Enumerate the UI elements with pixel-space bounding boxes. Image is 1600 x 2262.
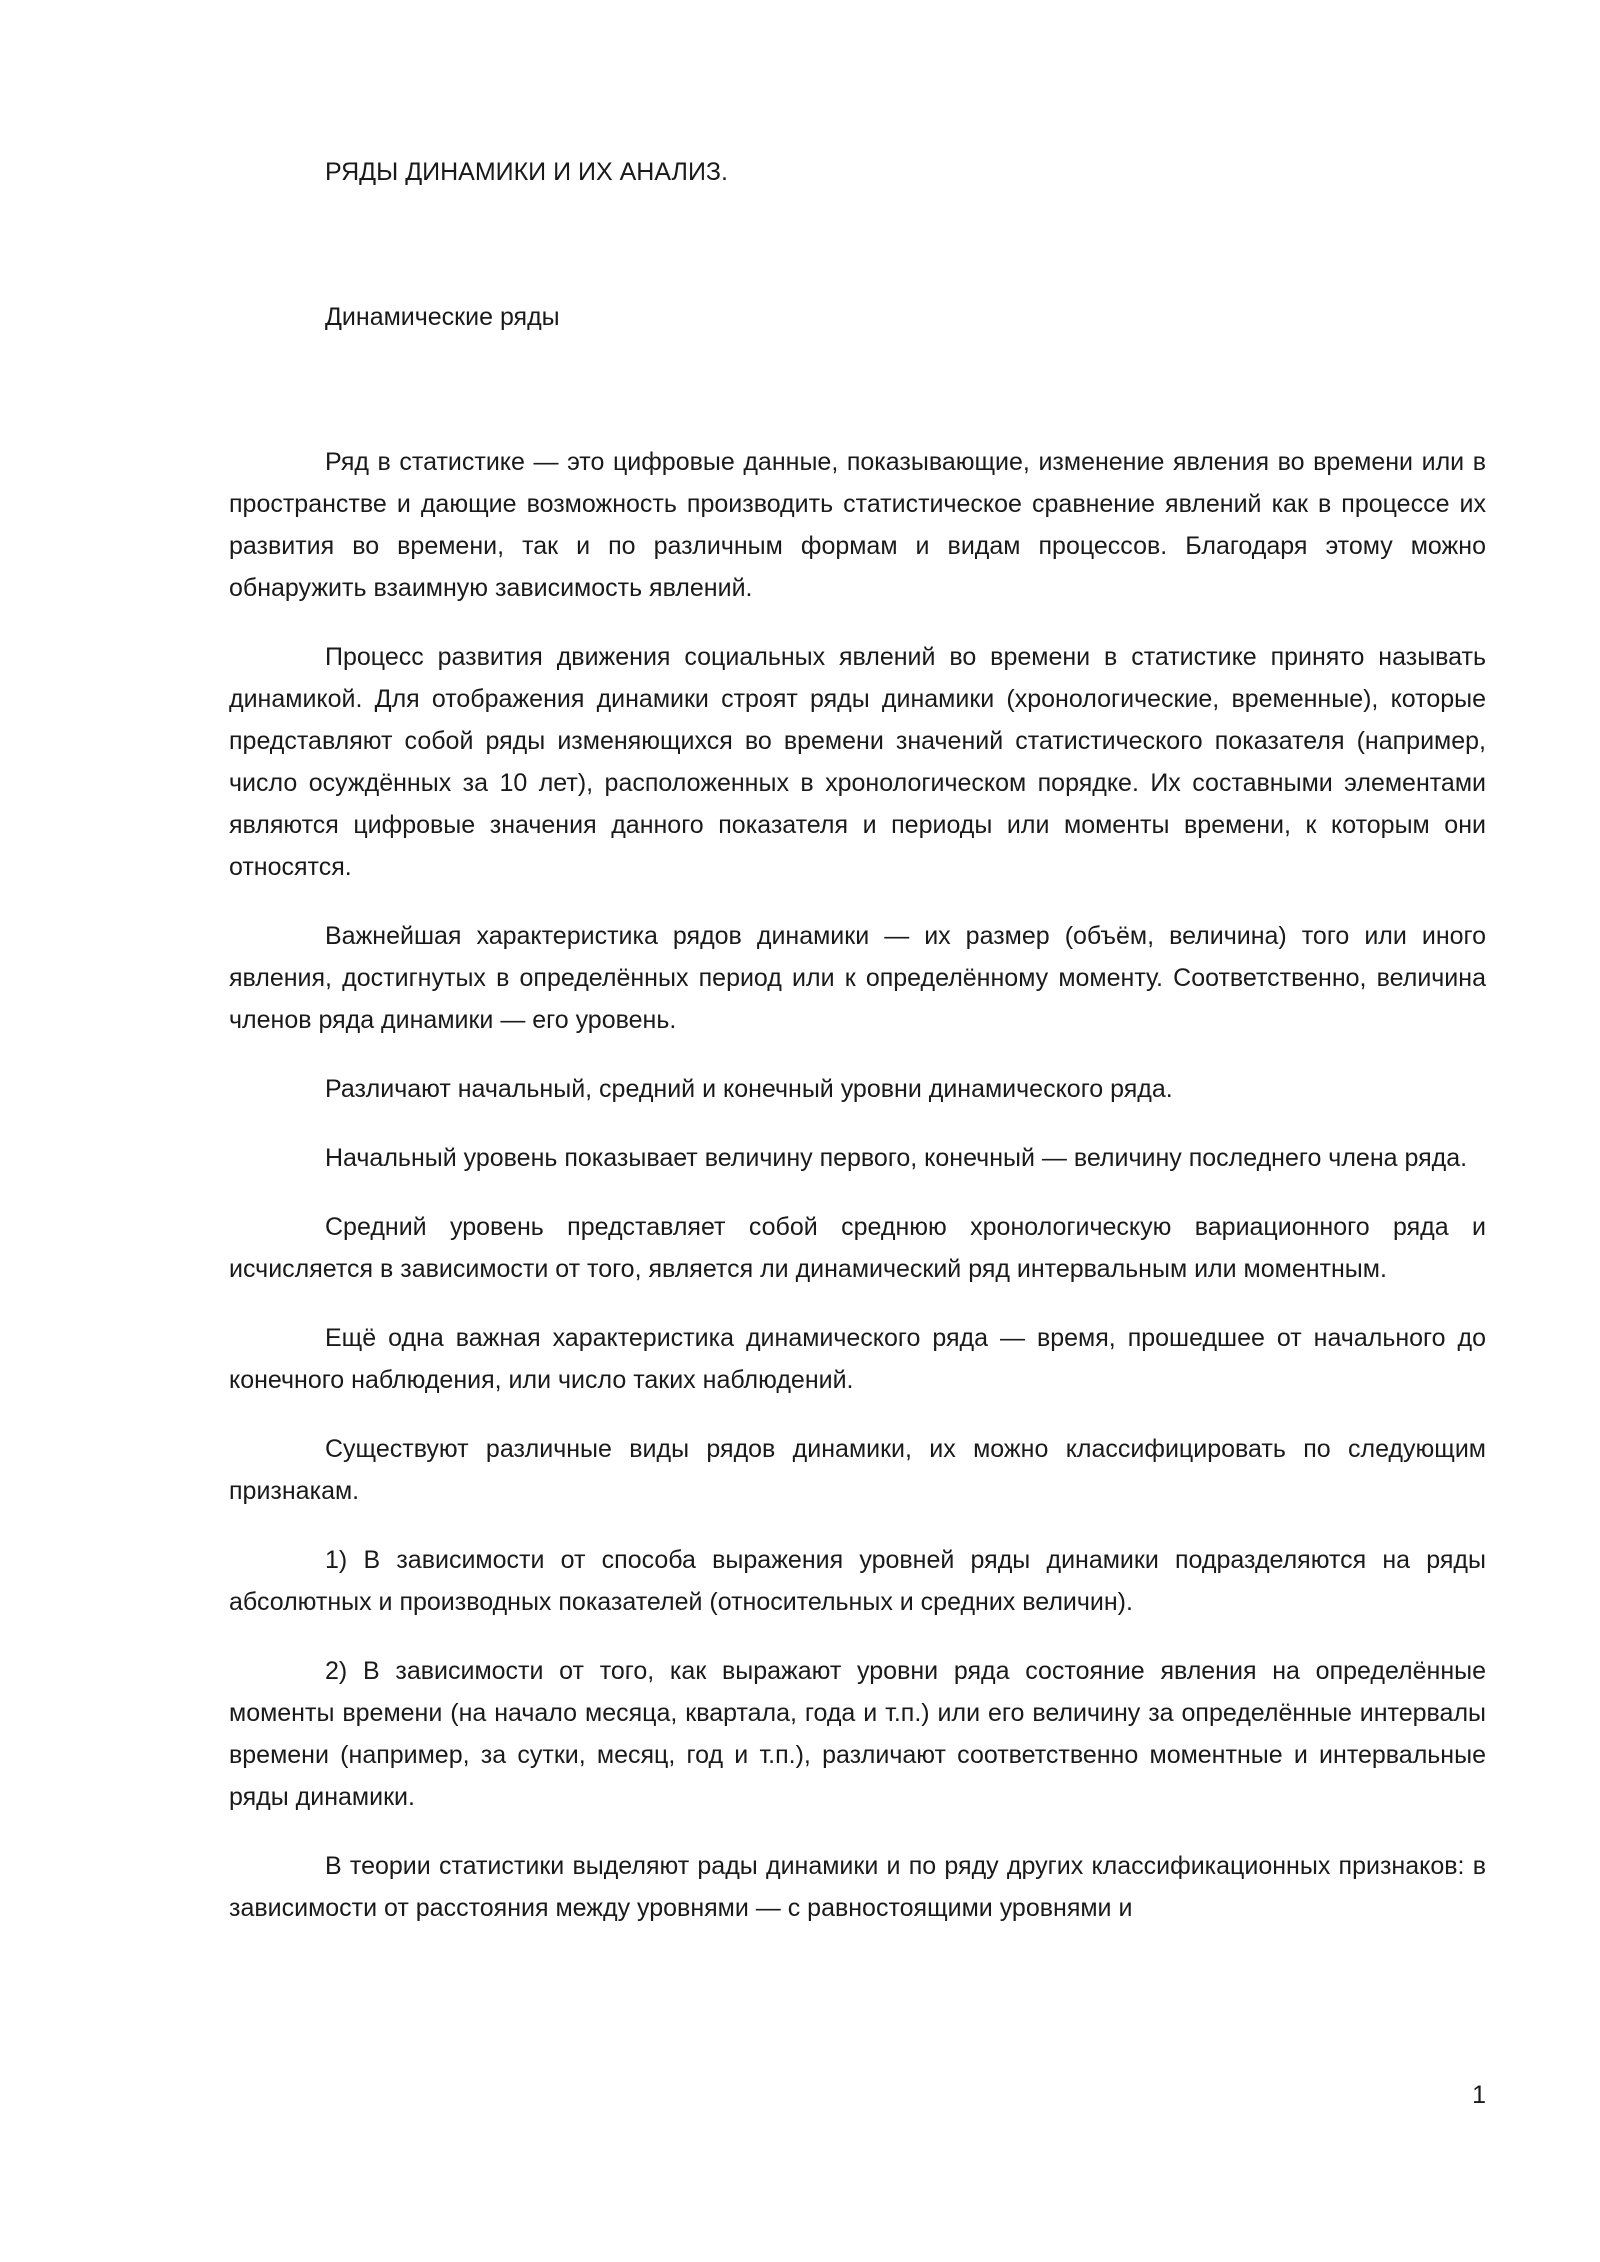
section-subtitle: Динамические ряды	[325, 303, 560, 331]
paragraph: 2) В зависимости от того, как выражают уровни ряда состояние явления на определённые моменты времени (на начало месяца, квартала, года и т.п.) или его величину за определённые интервалы времени (например, за сутки, месяц, год и т.п.), различают соответственно моментные и интервальные ряды динамики.	[229, 1657, 1486, 1811]
document-title: РЯДЫ ДИНАМИКИ И ИХ АНАЛИЗ.	[325, 158, 728, 186]
paragraph: 1) В зависимости от способа выражения уровней ряды динамики подразделяются на ряды абсолютных и производных показателей (относительных и средних величин).	[229, 1546, 1486, 1616]
paragraph: Различают начальный, средний и конечный уровни динамического ряда.	[325, 1075, 1173, 1103]
paragraph: Ещё одна важная характеристика динамического ряда — время, прошедшее от начального до конечного наблюдения, или число таких наблюдений.	[229, 1324, 1486, 1394]
body-text	[229, 441, 1486, 1956]
paragraph: Важнейшая характеристика рядов динамики — их размер (объём, величина) того или иного явления, достигнутых в определённых период или к определённому моменту. Соответственно, величина членов ряда динамики — его уровень.	[229, 922, 1486, 1034]
page-number: 1	[1472, 2081, 1486, 2109]
paragraph: Ряд в статистике — это цифровые данные, показывающие, изменение явления во времени или в пространстве и дающие возможность производить статистическое сравнение явлений как в процессе их развития во времени, так и по различным формам и видам процессов. Благодаря этому можно обнаружить взаимную зависимость явлений.	[229, 448, 1486, 602]
paragraph: Процесс развития движения социальных явлений во времени в статистике принято называть динамикой. Для отображения динамики строят ряды динамики (хронологические, временные), которые представляют собой ряды изменяющихся во времени значений статистического показателя (например, число осуждённых за 10 лет), расположенных в хронологическом порядке. Их составными элементами являются цифровые значения данного показателя и периоды или моменты времени, к которым они относятся.	[229, 643, 1486, 881]
paragraph: Средний уровень представляет собой среднюю хронологическую вариационного ряда и исчисляется в зависимости от того, является ли динамический ряд интервальным или моментным.	[229, 1213, 1486, 1283]
paragraph: Существуют различные виды рядов динамики, их можно классифицировать по следующим признакам.	[229, 1435, 1486, 1505]
paragraph: В теории статистики выделяют рады динамики и по ряду других классификационных признаков: в зависимости от расстояния между уровнями — с равностоящими уровнями и	[229, 1852, 1486, 1922]
paragraph: Начальный уровень показывает величину первого, конечный — величину последнего члена ряда.	[325, 1144, 1468, 1172]
